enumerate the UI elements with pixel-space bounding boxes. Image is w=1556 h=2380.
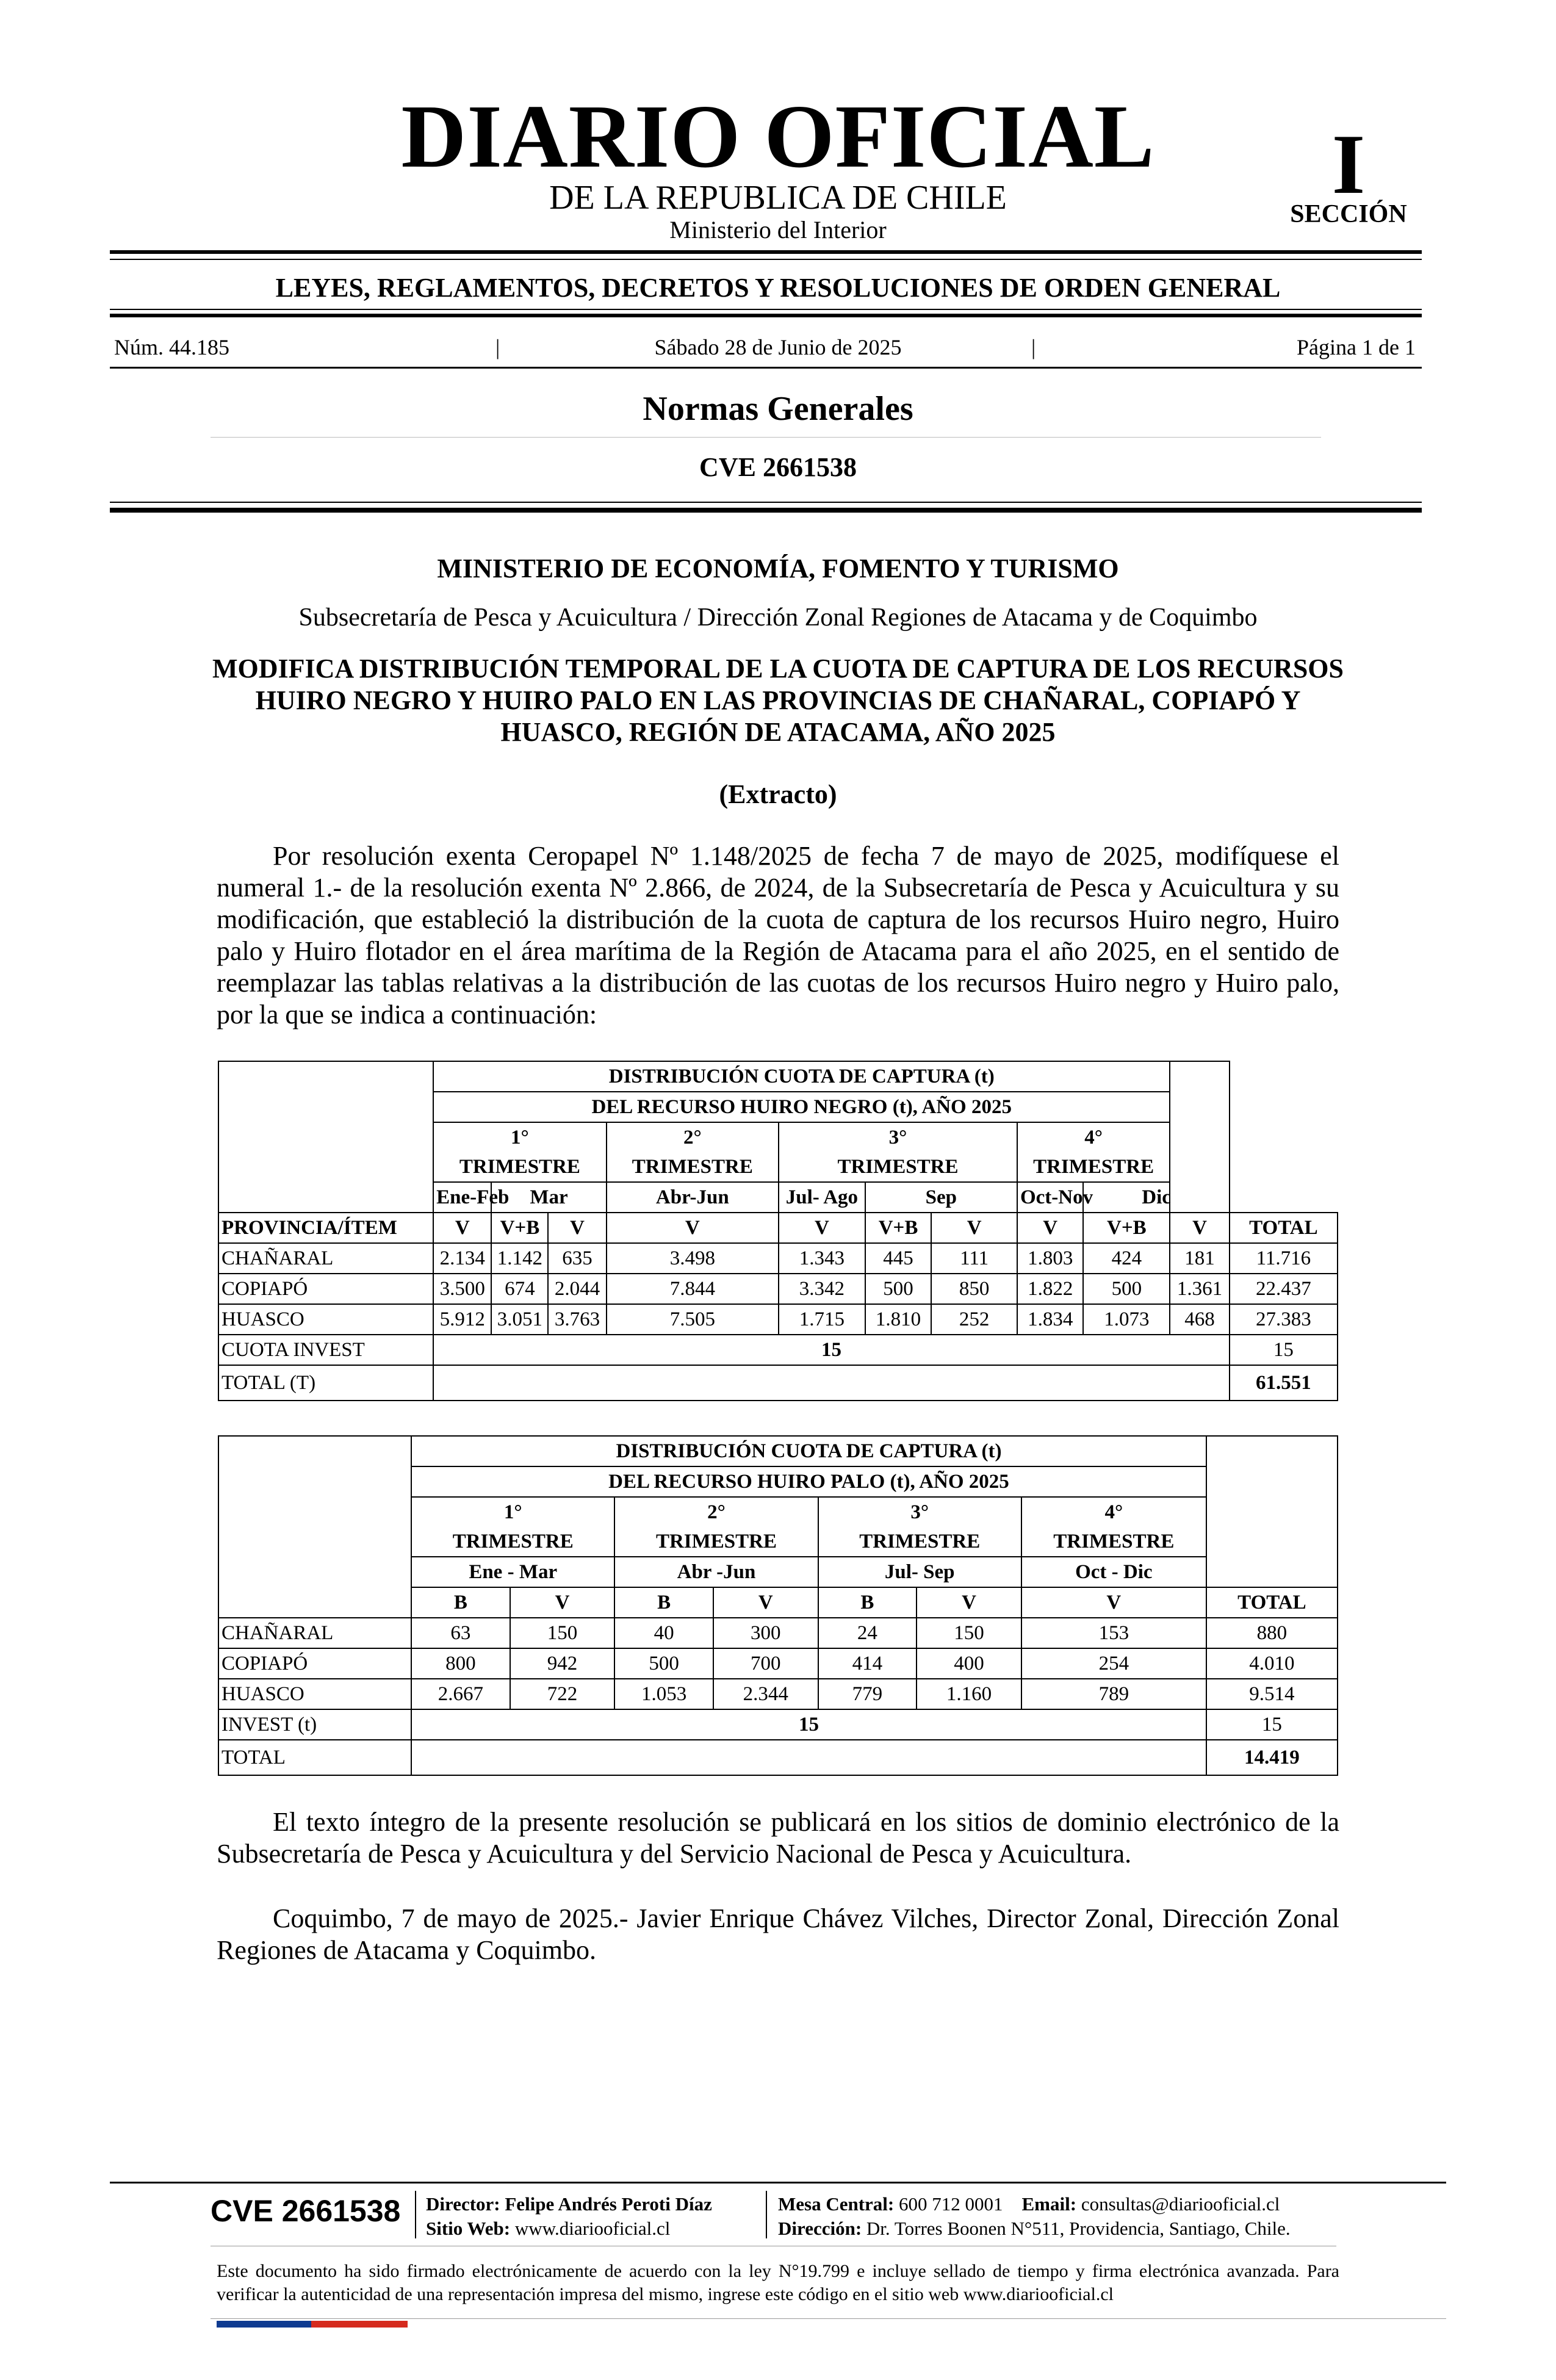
invest-label: CUOTA INVEST [218,1335,433,1365]
cell: 63 [411,1618,510,1648]
column-header: V [1021,1587,1206,1618]
section-label: SECCIÓN [1290,200,1407,228]
table-title: DEL RECURSO HUIRO PALO (t), AÑO 2025 [411,1466,1206,1497]
cell: 300 [713,1618,818,1648]
cell: 500 [614,1648,713,1679]
cell: 674 [491,1274,548,1304]
cell: 400 [917,1648,1021,1679]
row-total: 880 [1206,1618,1338,1648]
address-label: Dirección: [778,2218,862,2239]
quarter-header: 1° TRIMESTRE [433,1122,606,1182]
masthead-title: DIARIO OFICIAL [401,87,1155,187]
phone-number: 600 712 0001 [899,2193,1003,2215]
period-header: Abr -Jun [614,1557,818,1587]
row-total: 9.514 [1206,1679,1338,1709]
cell: 1.810 [865,1304,932,1335]
footer-rule-bottom [211,2318,1446,2319]
column-header: V [779,1213,865,1243]
table-row [218,1304,1338,1335]
period-header: Jul- Sep [818,1557,1021,1587]
invest-label: INVEST (t) [218,1709,411,1740]
cell: 942 [510,1648,615,1679]
table-corner [1206,1436,1338,1587]
grand-total: 61.551 [1230,1365,1338,1401]
cell: 7.844 [607,1274,779,1304]
total-label: TOTAL (T) [218,1365,433,1401]
column-header: V+B [1083,1213,1170,1243]
cell: 24 [818,1618,917,1648]
signature-paragraph: Coquimbo, 7 de mayo de 2025.- Javier Enrique Chávez Vilches, Director Zonal, Dirección Zonal Regiones de Atacama y Coquimbo. [217,1903,1339,1965]
table-row [218,1243,1338,1274]
director-label: Director: [426,2193,500,2215]
cell: 700 [713,1648,818,1679]
column-header: V+B [491,1213,548,1243]
province-name: COPIAPÓ [218,1274,433,1304]
invest-value: 15 [411,1709,1206,1740]
period-header: Dic [1083,1182,1229,1213]
row-total: 22.437 [1230,1274,1338,1304]
cell: 40 [614,1618,713,1648]
cell: 181 [1170,1243,1229,1274]
period-header: Ene - Mar [411,1557,614,1587]
column-header: V [713,1587,818,1618]
quarter-header: 2° TRIMESTRE [614,1497,818,1557]
cell: 5.912 [433,1304,491,1335]
cell: 3.342 [779,1274,865,1304]
column-header: V [1170,1213,1229,1243]
cell: 789 [1021,1679,1206,1709]
column-header: V+B [865,1213,932,1243]
total-label: TOTAL [218,1740,411,1775]
footer-divider [415,2191,416,2238]
row-total: 27.383 [1230,1304,1338,1335]
flag-stripe-blue [217,2321,311,2328]
document-title: MODIFICA DISTRIBUCIÓN TEMPORAL DE LA CUOTA DE CAPTURA DE LOS RECURSOS HUIRO NEGRO Y HUIRO PALO EN LAS PROVINCIAS DE CHAÑARAL, COPIAPÓ Y HUASCO, REGIÓN DE ATACAMA, AÑO 2025 [212,654,1344,747]
cell: 1.822 [1017,1274,1084,1304]
intro-paragraph: Por resolución exenta Ceropapel Nº 1.148/2025 de fecha 7 de mayo de 2025, modifíquese el numeral 1.- de la resolución exenta Nº 2.866, de 2024, de la Subsecretaría de Pesca y Acuicultura y su modificación, que estableció la distribución de la cuota de captura de los recursos Huiro negro, Huiro palo y Huiro flotador en el área marítima de la Región de Atacama para el año 2025, en el sentido de reemplazar las tablas relativas a la distribución de las cuotas de los recursos Huiro negro y Huiro palo, por la que se indica a continuación: [217,841,1339,1030]
mesa-label: Mesa Central: [778,2193,895,2215]
issue-separator: | [1031,335,1036,359]
cell: 1.361 [1170,1274,1229,1304]
cell: 1.073 [1083,1304,1170,1335]
director-name: Felipe Andrés Peroti Díaz [505,2193,712,2215]
cell: 414 [818,1648,917,1679]
table-corner [218,1182,433,1213]
table-row [218,1274,1338,1304]
column-header: V [1017,1213,1084,1243]
section-banner: LEYES, REGLAMENTOS, DECRETOS Y RESOLUCIONES DE ORDEN GENERAL [275,273,1281,303]
extracto-label: (Extracto) [719,779,837,809]
quarter-header: 4° TRIMESTRE [1021,1497,1206,1557]
cell: 1.715 [779,1304,865,1335]
cell: 254 [1021,1648,1206,1679]
cell: 153 [1021,1618,1206,1648]
column-header: B [818,1587,917,1618]
row-header-blank [218,1587,411,1618]
cell: 500 [1083,1274,1170,1304]
cell: 779 [818,1679,917,1709]
cell: 7.505 [607,1304,779,1335]
section-heading: Normas Generales [643,390,913,428]
section-number: I [1331,117,1366,212]
page-indicator: Página 1 de 1 [1297,335,1416,359]
column-header: V [607,1213,779,1243]
quarter-header: 4° TRIMESTRE [1017,1122,1170,1182]
cell: 468 [1170,1304,1229,1335]
table-row [218,1365,1338,1401]
table-title: DISTRIBUCIÓN CUOTA DE CAPTURA (t) [433,1061,1170,1092]
subsecretaria: Subsecretaría de Pesca y Acuicultura / Dirección Zonal Regiones de Atacama y de Coquimbo [298,604,1258,632]
column-header: V [433,1213,491,1243]
footer-legal-notice: Este documento ha sido firmado electrónicamente de acuerdo con la ley N°19.799 e incluye sellado de tiempo y firma electrónica avanzada. Para verificar la autenticidad de una representación impresa del mismo, ingrese este código en el sitio web www.diariooficial.cl [217,2261,1339,2304]
issue-number: Núm. 44.185 [114,335,229,359]
issue-date: Sábado 28 de Junio de 2025 [654,335,902,359]
province-name: HUASCO [218,1679,411,1709]
cell: 1.160 [917,1679,1021,1709]
column-header: B [614,1587,713,1618]
cell: 252 [931,1304,1017,1335]
table-corner [218,1557,411,1587]
column-header: V [931,1213,1017,1243]
cell: 424 [1083,1243,1170,1274]
cve-rule-thick [110,508,1422,513]
table-row [218,1679,1338,1709]
column-header: V [917,1587,1021,1618]
footer-divider [766,2191,767,2238]
issue-separator: | [495,335,500,359]
footer-cve-code: CVE 2661538 [211,2194,401,2228]
cell: 722 [510,1679,615,1709]
flag-stripe-red [311,2321,408,2328]
quota-table-huiro-negro [218,1061,1338,1401]
address: Dr. Torres Boonen N°511, Providencia, Santiago, Chile. [866,2218,1291,2239]
cell: 1.142 [491,1243,548,1274]
cell: 635 [548,1243,606,1274]
period-header: Jul- Ago [779,1182,865,1213]
cve-code: CVE 2661538 [699,452,857,482]
website-link[interactable]: www.diariooficial.cl [514,2218,671,2239]
heading-rule [211,437,1321,438]
cell: 850 [931,1274,1017,1304]
quarter-header: 3° TRIMESTRE [818,1497,1021,1557]
footer-contact-block [778,2192,1358,2241]
table-title: DEL RECURSO HUIRO NEGRO (t), AÑO 2025 [433,1092,1170,1122]
invest-value: 15 [433,1335,1230,1365]
total-blank [411,1740,1206,1775]
banner-rule-bottom-thin [110,309,1422,310]
cell: 500 [865,1274,932,1304]
publication-paragraph: El texto íntegro de la presente resolución se publicará en los sitios de dominio electrónico de la Subsecretaría de Pesca y Acuicultura y del Servicio Nacional de Pesca y Acuicultura. [217,1807,1339,1869]
grand-total: 14.419 [1206,1740,1338,1775]
province-name: CHAÑARAL [218,1243,433,1274]
cell: 1.343 [779,1243,865,1274]
cve-rule-thin [110,502,1422,503]
invest-total: 15 [1206,1709,1338,1740]
table-row [218,1709,1338,1740]
table-title: DISTRIBUCIÓN CUOTA DE CAPTURA (t) [411,1436,1206,1466]
period-header: Abr-Jun [607,1182,779,1213]
row-total: 11.716 [1230,1243,1338,1274]
banner-rule-top-thin [110,259,1422,260]
quarter-header: 1° TRIMESTRE [411,1497,614,1557]
column-header: V [510,1587,615,1618]
cell: 1.834 [1017,1304,1084,1335]
table-row [218,1740,1338,1775]
email-link[interactable]: consultas@diariooficial.cl [1081,2193,1280,2215]
row-total: 4.010 [1206,1648,1338,1679]
cell: 800 [411,1648,510,1679]
quarter-header: 2° TRIMESTRE [607,1122,779,1182]
cell: 2.044 [548,1274,606,1304]
period-header: Oct - Dic [1021,1557,1206,1587]
cell: 2.667 [411,1679,510,1709]
province-name: CHAÑARAL [218,1618,411,1648]
ministry-heading: MINISTERIO DE ECONOMÍA, FOMENTO Y TURISMO [437,554,1119,583]
masthead-subtitle: DE LA REPUBLICA DE CHILE [549,179,1007,217]
cell: 445 [865,1243,932,1274]
invest-total: 15 [1230,1335,1338,1365]
web-label: Sitio Web: [426,2218,511,2239]
cell: 1.803 [1017,1243,1084,1274]
column-header: TOTAL [1230,1213,1338,1243]
cell: 2.344 [713,1679,818,1709]
total-blank [433,1365,1230,1401]
table-corner [218,1436,411,1557]
masthead-ministry: Ministerio del Interior [669,216,887,243]
row-header-label: PROVINCIA/ÍTEM [218,1213,433,1243]
table-row [218,1618,1338,1648]
province-name: HUASCO [218,1304,433,1335]
issue-rule [110,367,1422,369]
banner-rule-bottom-thick [110,314,1422,317]
cell: 3.051 [491,1304,548,1335]
cell: 2.134 [433,1243,491,1274]
table-row [218,1335,1338,1365]
cell: 150 [510,1618,615,1648]
table-corner [218,1061,433,1182]
cell: 3.498 [607,1243,779,1274]
column-header: B [411,1587,510,1618]
table-row [218,1648,1338,1679]
email-label: Email: [1021,2193,1077,2215]
cell: 3.763 [548,1304,606,1335]
province-name: COPIAPÓ [218,1648,411,1679]
cell: 150 [917,1618,1021,1648]
period-header: Ene-Feb [433,1182,491,1213]
footer-director-block [426,2192,768,2241]
cell: 111 [931,1243,1017,1274]
column-header: V [548,1213,606,1243]
footer-rule-top [110,2182,1446,2183]
quarter-header: 3° TRIMESTRE [779,1122,1017,1182]
banner-rule-top-thick [110,250,1422,254]
cell: 3.500 [433,1274,491,1304]
column-header: TOTAL [1206,1587,1338,1618]
cell: 1.053 [614,1679,713,1709]
period-header: Oct-Nov [1017,1182,1084,1213]
period-header: Sep [865,1182,1017,1213]
quota-table-huiro-palo [218,1435,1338,1776]
period-header: Mar [491,1182,606,1213]
